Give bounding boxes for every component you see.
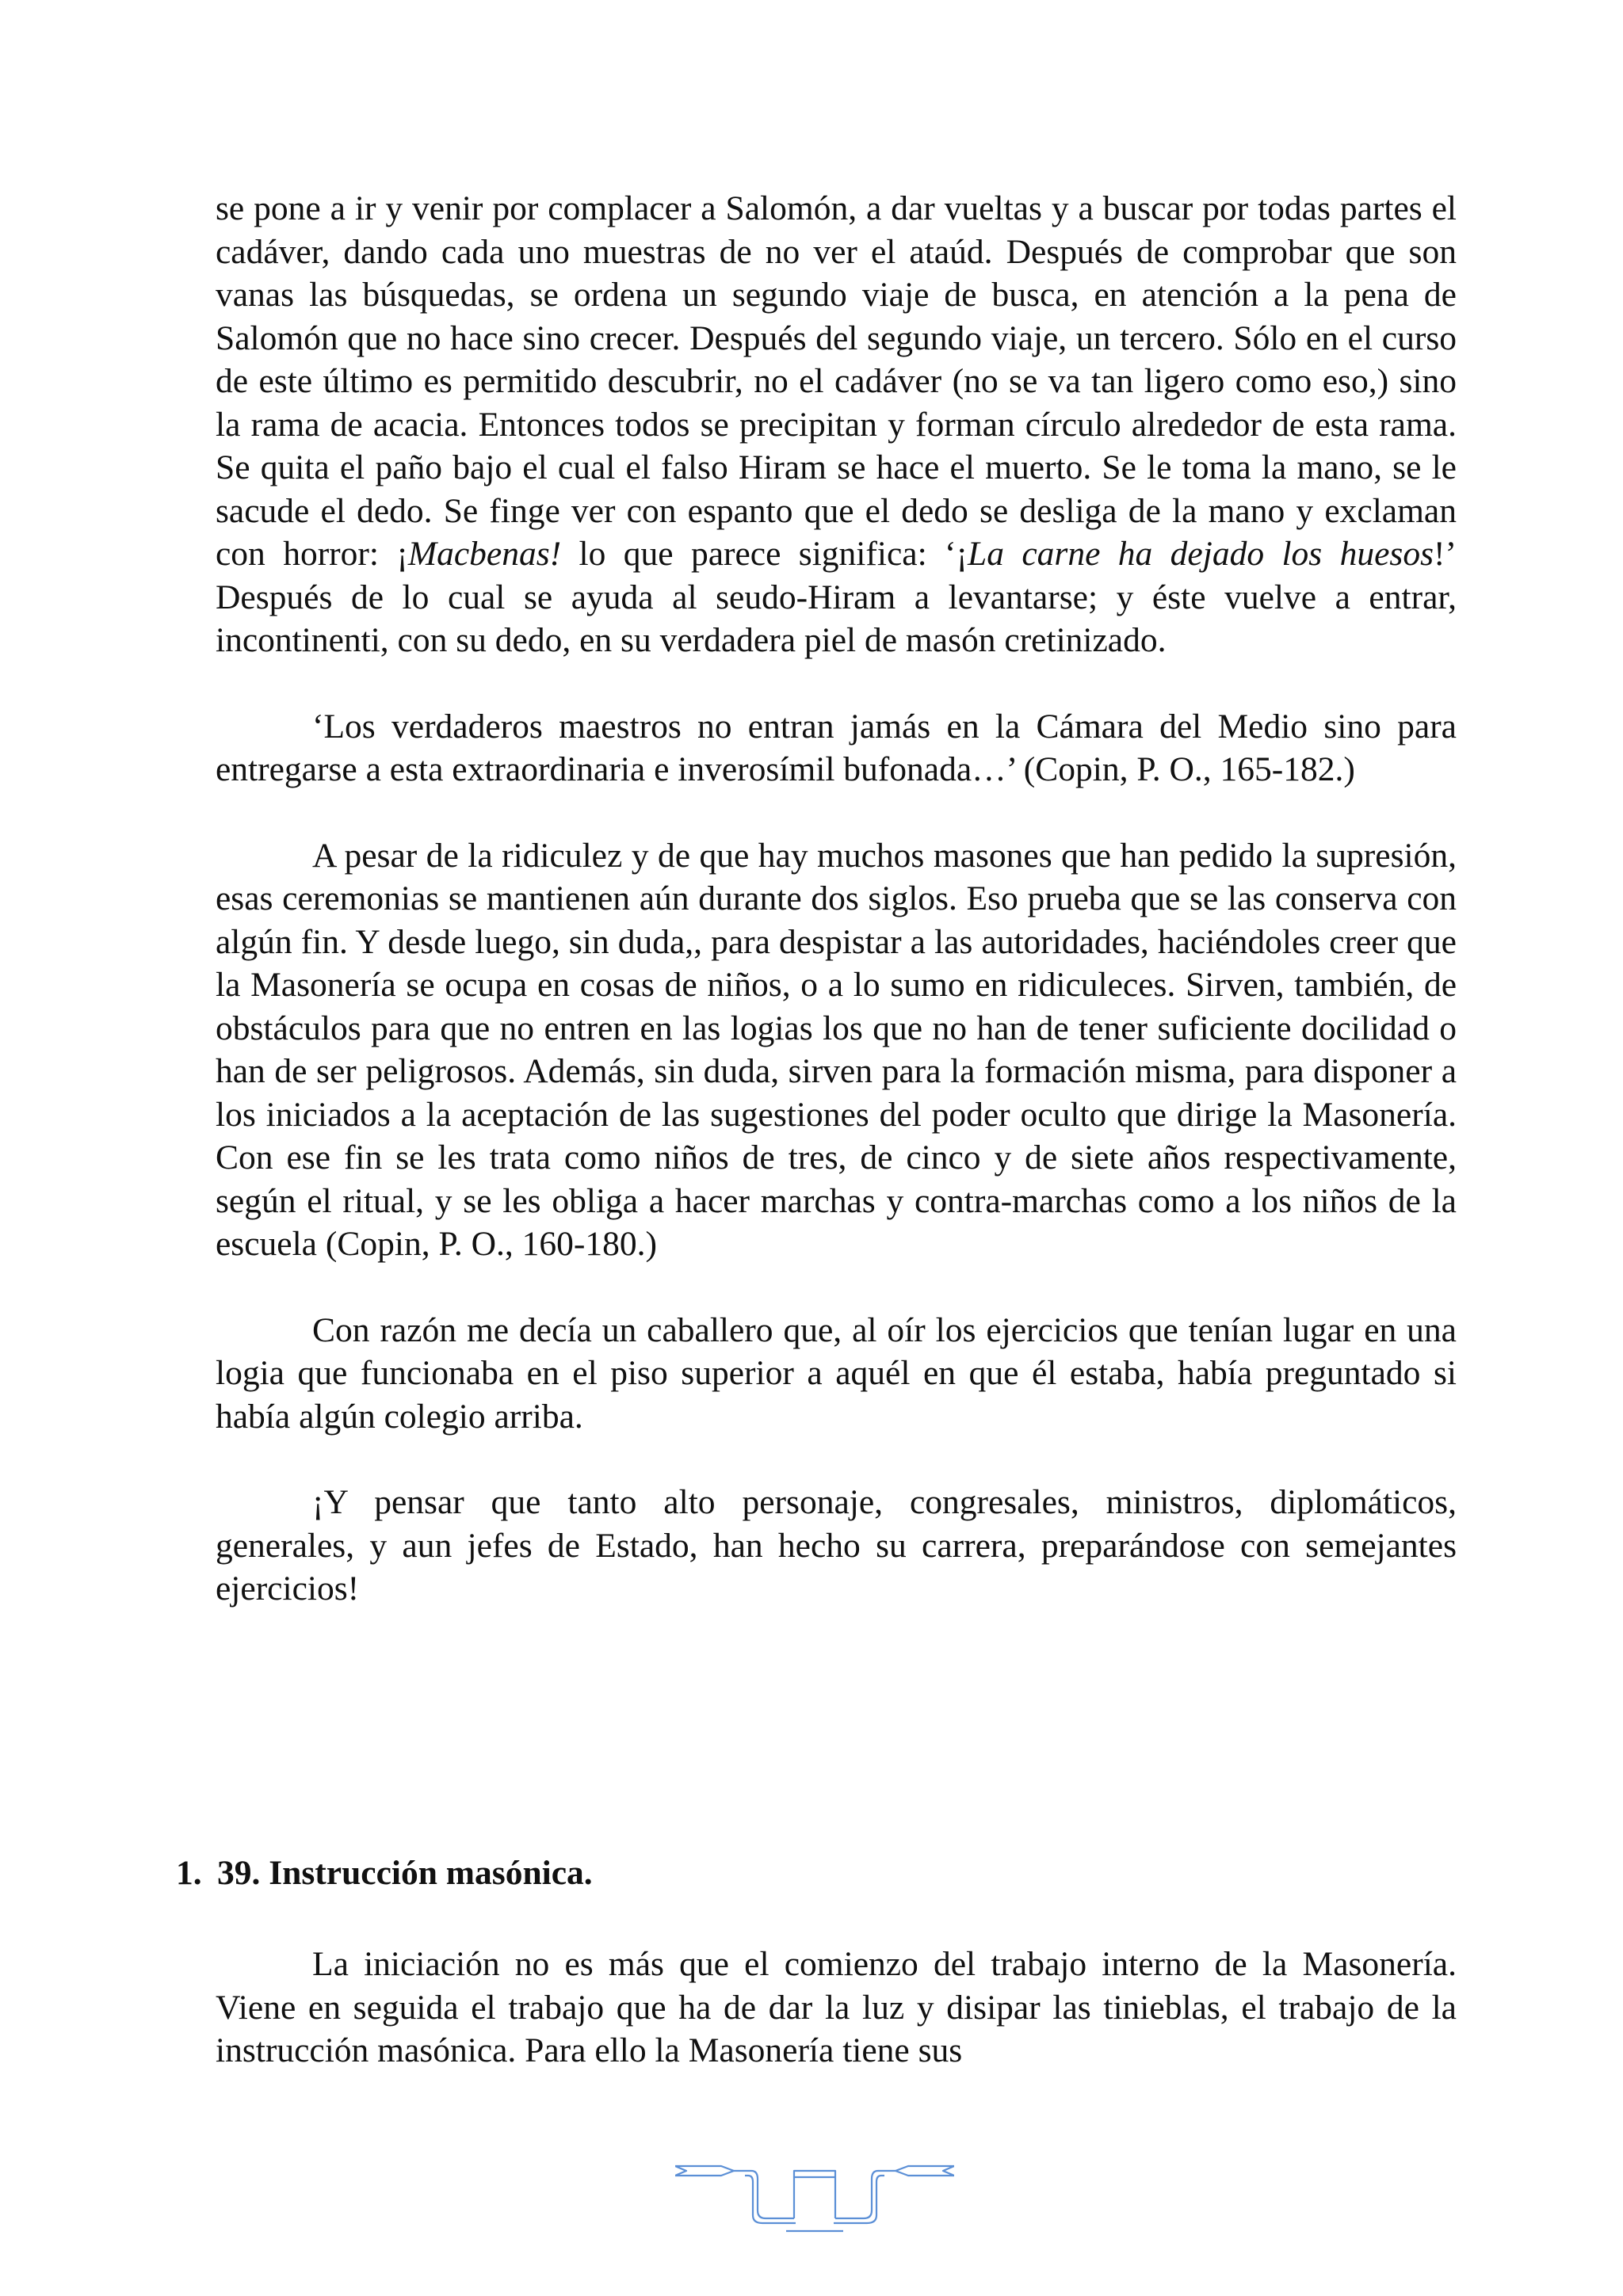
paragraph-5: ¡Y pensar que tanto alto personaje, congresales, ministros, diplomáticos, generales, y aun jefes de Estado, han hecho su carrera, preparándose con semejantes ejercicios! (216, 1483, 1457, 1608)
paragraph-1-text-c: !’ Después de lo cual se ayuda al seudo-Hiram a levantarse; y éste vuelve a entrar, incontinenti, con su dedo, en su verdadera piel de masón cretinizado. (216, 535, 1457, 659)
paragraph-1 (216, 187, 1457, 662)
paragraph-4: Con razón me decía un caballero que, al oír los ejercicios que tenían lugar en una logia que funcionaba en el piso superior a aquél en que él estaba, había preguntado si había algún colegio arriba. (216, 1310, 1457, 1436)
section-heading-text: 39. Instrucción masónica. (217, 1854, 593, 1892)
page-body (216, 187, 1457, 1611)
page-body-continued (216, 1943, 1457, 2073)
paragraph-1-text-a: se pone a ir y venir por complacer a Salomón, a dar vueltas y a buscar por todas partes el cadáver, dando cada uno muestras de no ver el ataúd. Después de comprobar que son vanas las búsquedas, se ordena un segundo viaje de busca, en atención a la pena de Salomón que no hace sino crecer. Después del segundo viaje, un tercero. Sólo en el curso de este último es permitido descubrir, no el cadáver (no se va tan ligero como eso,) sino la rama de acacia. Entonces todos se precipitan y forman círculo alrededor de esta rama. Se quita el paño bajo el cual el falso Hiram se hace el muerto. Se le toma la mano, se le sacude el dedo. Se finge ver con espanto que el dedo se desliga de la mano y exclaman con horror: ¡ (216, 189, 1457, 573)
page-footer-ornament-icon (675, 2160, 954, 2236)
paragraph-1-italic-macbenas: Macbenas! (407, 535, 562, 573)
section-heading (176, 1853, 593, 1893)
paragraph-3: A pesar de la ridiculez y de que hay muchos masones que han pedido la supresión, esas ceremonias se mantienen aún durante dos siglos. Eso prueba que se las conserva con algún fin. Y desde luego, sin duda,, para despistar a las autoridades, haciéndoles creer que la Masonería se ocupa en cosas de niños, o a lo sumo en ridiculeces. Sirven, también, de obstáculos para que no entren en las logias los que no han de tener suficiente docilidad o han de ser peligrosos. Además, sin duda, sirven para la formación misma, para disponer a los iniciados a la aceptación de las sugestiones del poder oculto que dirige la Masonería. Con ese fin se les trata como niños de tres, de cinco y de siete años respectivamente, según el ritual, y se les obliga a hacer marchas y contra-marchas como a los niños de la escuela (Copin, P. O., 160-180.) (216, 836, 1457, 1263)
paragraph-1-italic-quote: La carne ha dejado los huesos (968, 535, 1434, 573)
paragraph-6: La iniciación no es más que el comienzo del trabajo interno de la Masonería. Viene en seguida el trabajo que ha de dar la luz y disipar las tinieblas, el trabajo de la instrucción masónica. Para ello la Masonería tiene sus (216, 1945, 1457, 2069)
section-heading-number: 1. (176, 1854, 202, 1892)
paragraph-2: ‘Los verdaderos maestros no entran jamás en la Cámara del Medio sino para entregarse a esta extraordinaria e inverosímil bufonada…’ (Copin, P. O., 165-182.) (216, 707, 1457, 788)
paragraph-1-text-b: lo que parece significa: ‘¡ (561, 535, 968, 573)
